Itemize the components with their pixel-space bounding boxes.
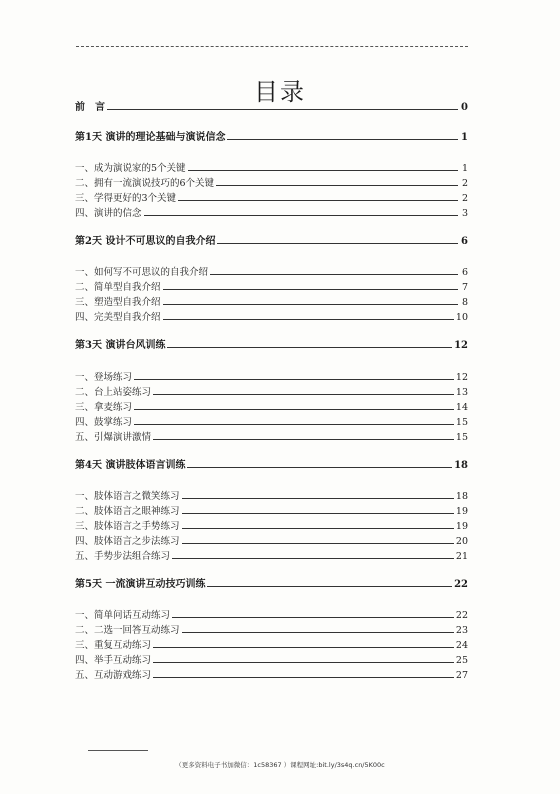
toc-section-entry [75,174,468,190]
dot-leader [182,632,454,633]
toc-entry-page: 6 [461,236,468,247]
toc-section-entry [75,666,468,682]
toc-section-entry [75,204,468,220]
toc-entry-label: 三、重复互动练习 [75,640,152,651]
toc-entry-label: 三、塑造型自我介绍 [75,297,161,308]
toc-entry-label: 第1天 演讲的理论基础与演说信念 [75,132,226,143]
top-rule [76,46,468,47]
toc-entry-label: 四、肢体语言之步法练习 [75,536,180,547]
toc-entry-label: 二、肢体语言之眼神练习 [75,506,180,517]
dot-leader [134,409,454,410]
dot-leader [187,467,452,468]
toc-section-entry [75,487,468,503]
toc-entry-label: 第5天 一流演讲互动技巧训练 [75,579,206,590]
toc-chapter-entry [75,456,468,472]
toc-entry-label: 二、二选一回答互动练习 [75,625,180,636]
toc-entry-page: 13 [455,387,468,398]
toc-entry-label: 四、演讲的信念 [75,208,142,219]
toc-entry-label: 前 言 [75,102,105,113]
toc-entry-label: 四、完美型自我介绍 [75,312,161,323]
dot-leader [227,139,458,140]
toc-section-entry [75,413,468,429]
toc-entry-page: 15 [455,417,468,428]
toc-chapter-entry [75,128,468,144]
toc-entry-label: 五、引爆演讲激情 [75,432,152,443]
toc-section-entry [75,308,468,324]
toc-entry-page: 23 [455,625,468,636]
page-title: 目录 [254,78,306,106]
dot-leader [153,662,454,663]
toc-section-entry [75,621,468,637]
toc-entry-page: 1 [461,163,468,174]
toc-entry-page: 22 [455,610,468,621]
toc-entry-page: 7 [461,282,468,293]
dot-leader [182,528,454,529]
dot-leader [182,498,454,499]
dot-leader [153,394,454,395]
toc-entry-label: 三、肢体语言之手势练习 [75,521,180,532]
toc-section-entry [75,159,468,175]
toc-entry-label: 一、肢体语言之微笑练习 [75,491,180,502]
toc-entry-page: 25 [455,655,468,666]
toc-entry-page: 27 [455,670,468,681]
toc-entry-label: 五、手势步法组合练习 [75,551,171,562]
toc-entry-page: 22 [454,579,468,590]
toc-section-entry [75,532,468,548]
toc-entry-label: 三、学得更好的3个关键 [75,193,177,204]
toc-chapter-entry [75,232,468,248]
dot-leader [216,185,458,186]
dot-leader [167,347,452,348]
toc-entry-label: 一、如何写不可思议的自我介绍 [75,267,209,278]
dot-leader [144,215,458,216]
dot-leader [163,289,458,290]
toc-entry-page: 12 [454,340,468,351]
toc-chapter-entry [75,98,468,114]
toc-entry-page: 6 [461,267,468,278]
toc-section-entry [75,428,468,444]
toc-section-entry [75,651,468,667]
dot-leader [172,558,454,559]
toc-entry-label: 第2天 设计不可思议的自我介绍 [75,236,216,247]
dot-leader [207,586,452,587]
toc-entry-page: 19 [455,506,468,517]
toc-section-entry [75,263,468,279]
toc-section-entry [75,383,468,399]
dot-leader [107,109,458,110]
toc-entry-page: 1 [461,132,468,143]
toc-entry-label: 二、拥有一流演说技巧的6个关键 [75,178,215,189]
toc-entry-label: 四、举手互动练习 [75,655,152,666]
toc-section-entry [75,293,468,309]
toc-chapter-entry [75,575,468,591]
dot-leader [163,304,458,305]
toc-entry-page: 21 [455,551,468,562]
dot-leader [163,319,454,320]
footer-rule [88,750,148,751]
toc-entry-label: 三、拿麦练习 [75,402,133,413]
toc-section-entry [75,368,468,384]
dot-leader [210,274,458,275]
toc-entry-page: 2 [461,178,468,189]
toc-section-entry [75,502,468,518]
toc-entry-label: 第4天 演讲肢体语言训练 [75,460,186,471]
toc-section-entry [75,636,468,652]
toc-entry-page: 24 [455,640,468,651]
toc-section-entry [75,517,468,533]
toc-entry-label: 四、鼓掌练习 [75,417,133,428]
toc-entry-label: 二、简单型自我介绍 [75,282,161,293]
toc-entry-page: 15 [455,432,468,443]
dot-leader [217,243,458,244]
toc-entry-page: 0 [461,102,468,113]
footer-note: （更多资料电子书加微信：1c58367 ）课程网址:bit.ly/3s4q.cn/5K00c [175,761,385,769]
dot-leader [172,617,454,618]
toc-entry-label: 五、互动游戏练习 [75,670,152,681]
dot-leader [134,379,454,380]
toc-entry-label: 一、成为演说家的5个关键 [75,163,186,174]
toc-entry-page: 19 [455,521,468,532]
dot-leader [153,677,454,678]
toc-entry-page: 12 [455,372,468,383]
toc-entry-page: 20 [455,536,468,547]
toc-section-entry [75,278,468,294]
toc-chapter-entry [75,336,468,352]
dot-leader [182,543,454,544]
toc-entry-page: 3 [461,208,468,219]
toc-section-entry [75,547,468,563]
toc-entry-page: 2 [461,193,468,204]
toc-entry-page: 8 [461,297,468,308]
toc-entry-label: 第3天 演讲台风训练 [75,340,166,351]
toc-section-entry [75,398,468,414]
dot-leader [182,513,454,514]
toc-entry-page: 14 [455,402,468,413]
toc-entry-label: 一、登场练习 [75,372,133,383]
dot-leader [153,647,454,648]
toc-section-entry [75,189,468,205]
dot-leader [134,424,454,425]
dot-leader [153,439,454,440]
toc-entry-page: 10 [455,312,468,323]
toc-entry-page: 18 [454,460,468,471]
toc-entry-label: 二、台上站姿练习 [75,387,152,398]
toc-entry-page: 18 [455,491,468,502]
dot-leader [178,200,458,201]
toc-entry-label: 一、简单问话互动练习 [75,610,171,621]
dot-leader [188,170,458,171]
toc-section-entry [75,606,468,622]
